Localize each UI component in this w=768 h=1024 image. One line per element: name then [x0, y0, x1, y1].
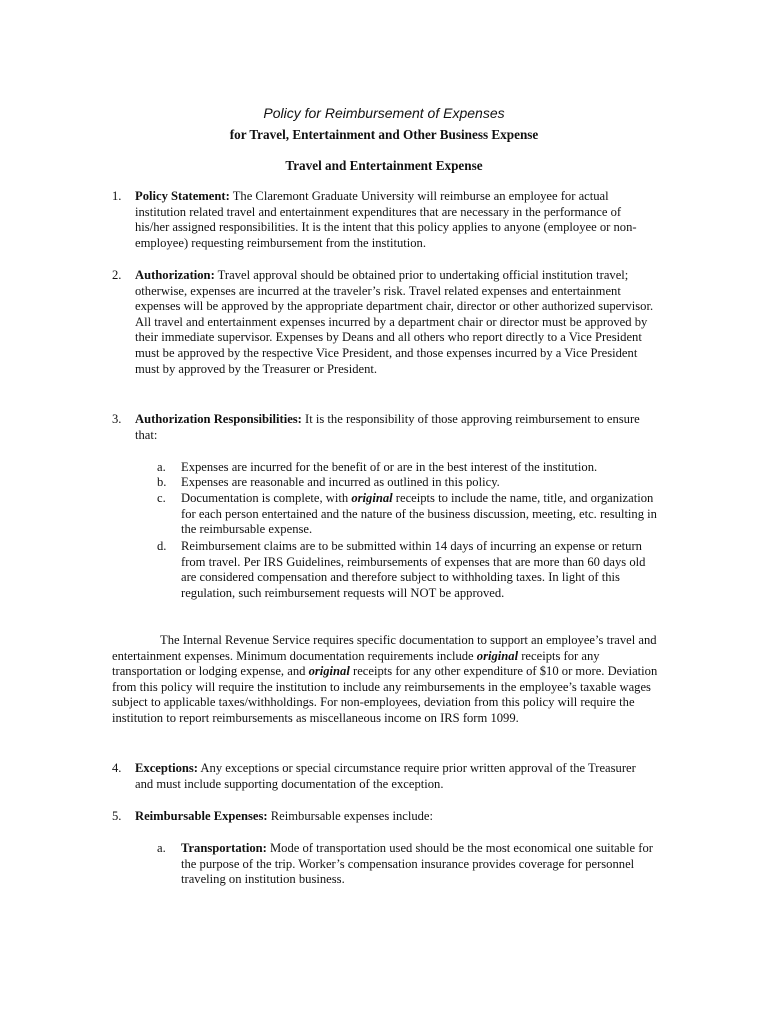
irs-paragraph — [112, 633, 658, 727]
subitem-text: Mode of transportation used should be the most economical one suitable for the purpose of the trip. Worker’s compensation insurance provides coverage for personnel traveling on institution business. — [181, 841, 653, 887]
item-label: Exceptions: — [135, 761, 198, 775]
policy-title: Policy for Reimbursement of Expenses — [263, 105, 505, 121]
subitem-label: Transportation: — [181, 841, 267, 855]
item-number: 3. — [112, 412, 122, 426]
subitem-letter: c. — [157, 491, 166, 505]
irs-text-2: receipts for any transportation or lodging expense, and — [112, 648, 600, 679]
item-text: Travel approval should be obtained prior to undertaking official institution travel; otherwise, expenses are incurred at the traveler’s risk. Travel related expenses and entertainment expenses will be approved by the appropriate department chair, director or other authorized supervisor. All travel and entertainment expenses incurred by a department chair or director must be approved by their immediate supervisor. Expenses by Deans and all others who report directly to a Vice President must be approved by the respective Vice President, and those expenses incurred by a Vice President must by approved by the Treasurer or President. — [135, 268, 654, 376]
subitem-letter: b. — [157, 475, 167, 489]
subitem-text: Expenses are incurred for the benefit of or are in the best interest of the institution. — [181, 460, 598, 474]
item-label: Reimbursable Expenses: — [135, 809, 268, 823]
item-label: Policy Statement: — [135, 189, 230, 203]
item-number: 5. — [112, 809, 122, 823]
policy-item-5 — [112, 809, 657, 825]
section-heading: Travel and Entertainment Expense — [285, 158, 483, 173]
subitem-3a — [157, 460, 657, 476]
subitem-3d — [157, 539, 657, 601]
policy-subtitle: for Travel, Entertainment and Other Business Expense — [229, 127, 539, 142]
irs-text-3: receipts for any other expenditure of $10 or more. Deviation from this policy will require the institution to include any reimbursements in the employee’s taxable wages subject to applicable taxes/withholdings. For non-employees, deviation from this policy will require the institution to report reimbursements as miscellaneous income on IRS form 1099. — [112, 664, 658, 725]
item-text: The Claremont Graduate University will reimburse an employee for actual institution related travel and entertainment expenditures that are necessary in the performance of his/her assigned responsibilities. It is the intent that this policy applies to anyone (employee or non-employee) requesting reimbursement from the institution. — [135, 189, 637, 250]
item-text: It is the responsibility of those approving reimbursement to ensure that: — [135, 412, 640, 442]
subitem-text-pre: Documentation is complete, with — [181, 491, 352, 505]
item-label: Authorization: — [135, 268, 215, 282]
subitem-3b — [157, 475, 657, 491]
subitem-5a — [157, 841, 657, 888]
policy-item-1 — [112, 189, 657, 251]
subitem-letter: d. — [157, 539, 167, 553]
item-text: Reimbursable expenses include: — [267, 809, 434, 823]
policy-item-3 — [112, 412, 657, 443]
subitem-3c — [157, 491, 657, 538]
irs-text-1: The Internal Revenue Service requires specific documentation to support an employee’s travel and entertainment expenses. Minimum documentation requirements include — [112, 633, 657, 663]
item-number: 4. — [112, 761, 122, 775]
subitem-letter: a. — [157, 841, 166, 855]
irs-emphasis-2: original — [308, 664, 350, 679]
subitem-emphasis: original — [351, 491, 393, 505]
irs-emphasis-1: original — [476, 648, 519, 663]
subitem-text: Reimbursement claims are to be submitted within 14 days of incurring an expense or return from travel. Per IRS Guidelines, reimbursements of expenses that are more than 60 days old are considered compensation and therefore subject to withholding taxes. In light of this regulation, such reimbursement requests will NOT be approved. — [181, 539, 646, 600]
item-text: Any exceptions or special circumstance require prior written approval of the Treasurer and must include supporting documentation of the exception. — [135, 761, 636, 791]
subitem-letter: a. — [157, 460, 166, 474]
subitem-text-post: receipts to include the name, title, and organization for each person entertained and the nature of the business discussion, meeting, etc. resulting in the reimbursable expense. — [181, 491, 657, 537]
item-number: 2. — [112, 268, 122, 282]
policy-item-2 — [112, 268, 657, 377]
item-label: Authorization Responsibilities: — [135, 412, 302, 426]
item-number: 1. — [112, 189, 122, 203]
policy-item-4 — [112, 761, 657, 792]
subitem-text: Expenses are reasonable and incurred as outlined in this policy. — [181, 475, 500, 489]
